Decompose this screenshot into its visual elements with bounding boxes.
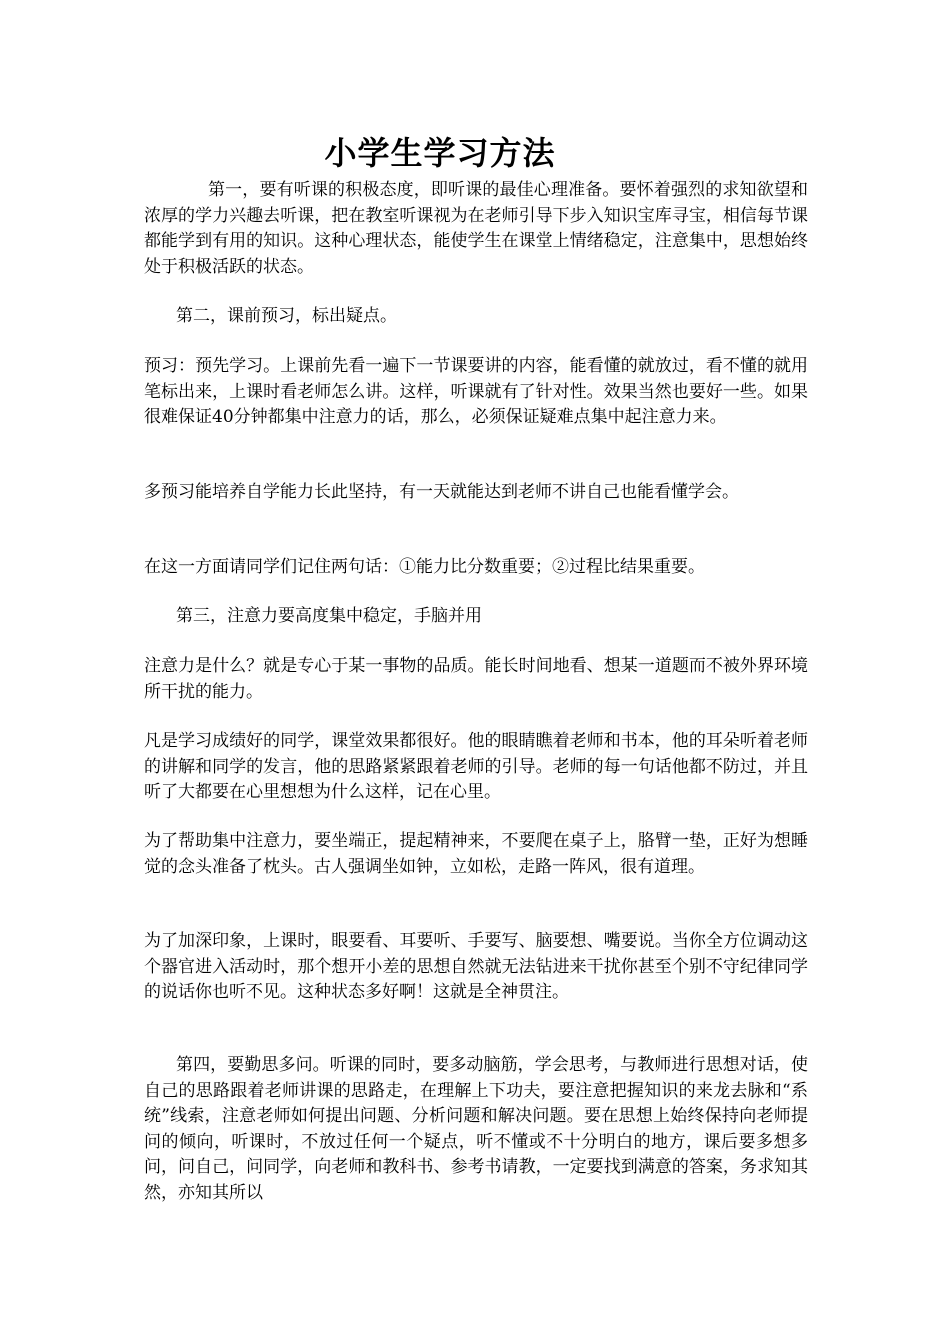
paragraph-4: 在这一方面请同学们记住两句话：①能力比分数重要；②过程比结果重要。	[144, 557, 705, 577]
paragraph-7: 为了帮助集中注意力，要坐端正，提起精神来，不要爬在桌子上，胳臂一垫，正好为想睡觉的念头准备了枕头。古人强调坐如钟，立如松，走路一阵风，很有道理。	[144, 831, 808, 877]
section-heading-3: 第三，注意力要高度集中稳定，手脑并用	[176, 606, 482, 626]
paragraph-5: 注意力是什么？就是专心于某一事物的品质。能长时间地看、想某一道题而不被外界环境所干扰的能力。	[144, 656, 808, 702]
document-title: 小学生学习方法	[324, 134, 556, 172]
paragraph-6: 凡是学习成绩好的同学，课堂效果都很好。他的眼睛瞧着老师和书本，他的耳朵听着老师的讲解和同学的发言，他的思路紧紧跟着老师的引导。老师的每一句话他都不防过，并且听了大都要在心里想想为什么这样，记在心里。	[144, 731, 808, 802]
paragraph-2: 预习：预先学习。上课前先看一遍下一节课要讲的内容，能看懂的就放过，看不懂的就用笔标出来，上课时看老师怎么讲。这样，听课就有了针对性。效果当然也要好一些。如果很难保证40分钟都集中注意力的话，那么，必须保证疑难点集中起注意力来。	[144, 356, 808, 427]
paragraph-3: 多预习能培养自学能力长此坚持，有一天就能达到老师不讲自己也能看懂学会。	[144, 482, 739, 502]
paragraph-1: 第一，要有听课的积极态度，即听课的最佳心理准备。要怀着强烈的求知欲望和浓厚的学力兴趣去听课，把在教室听课视为在老师引导下步入知识宝库寻宝，相信每节课都能学到有用的知识。这种心理状态，能使学生在课堂上情绪稳定，注意集中，思想始终处于积极活跃的状态。	[144, 180, 808, 277]
paragraph-8: 为了加深印象，上课时，眼要看、耳要听、手要写、脑要想、嘴要说。当你全方位调动这个器官进入活动时，那个想开小差的思想自然就无法钻进来干扰你甚至个别不守纪律同学的说话你也听不见。这种状态多好啊！这就是全神贯注。	[144, 931, 808, 1002]
paragraph-9: 第四，要勤思多问。听课的同时，要多动脑筋，学会思考，与教师进行思想对话，使自己的思路跟着老师讲课的思路走，在理解上下功夫，要注意把握知识的来龙去脉和“系统”线索，注意老师如何提出问题、分析问题和解决问题。要在思想上始终保持向老师提问的倾向，听课时，不放过任何一个疑点，听不懂或不十分明白的地方，课后要多想多问，问自己，问同学，向老师和教科书、参考书请教，一定要找到满意的答案，务求知其然，亦知其所以	[144, 1055, 808, 1203]
section-heading-2: 第二，课前预习，标出疑点。	[176, 306, 397, 326]
